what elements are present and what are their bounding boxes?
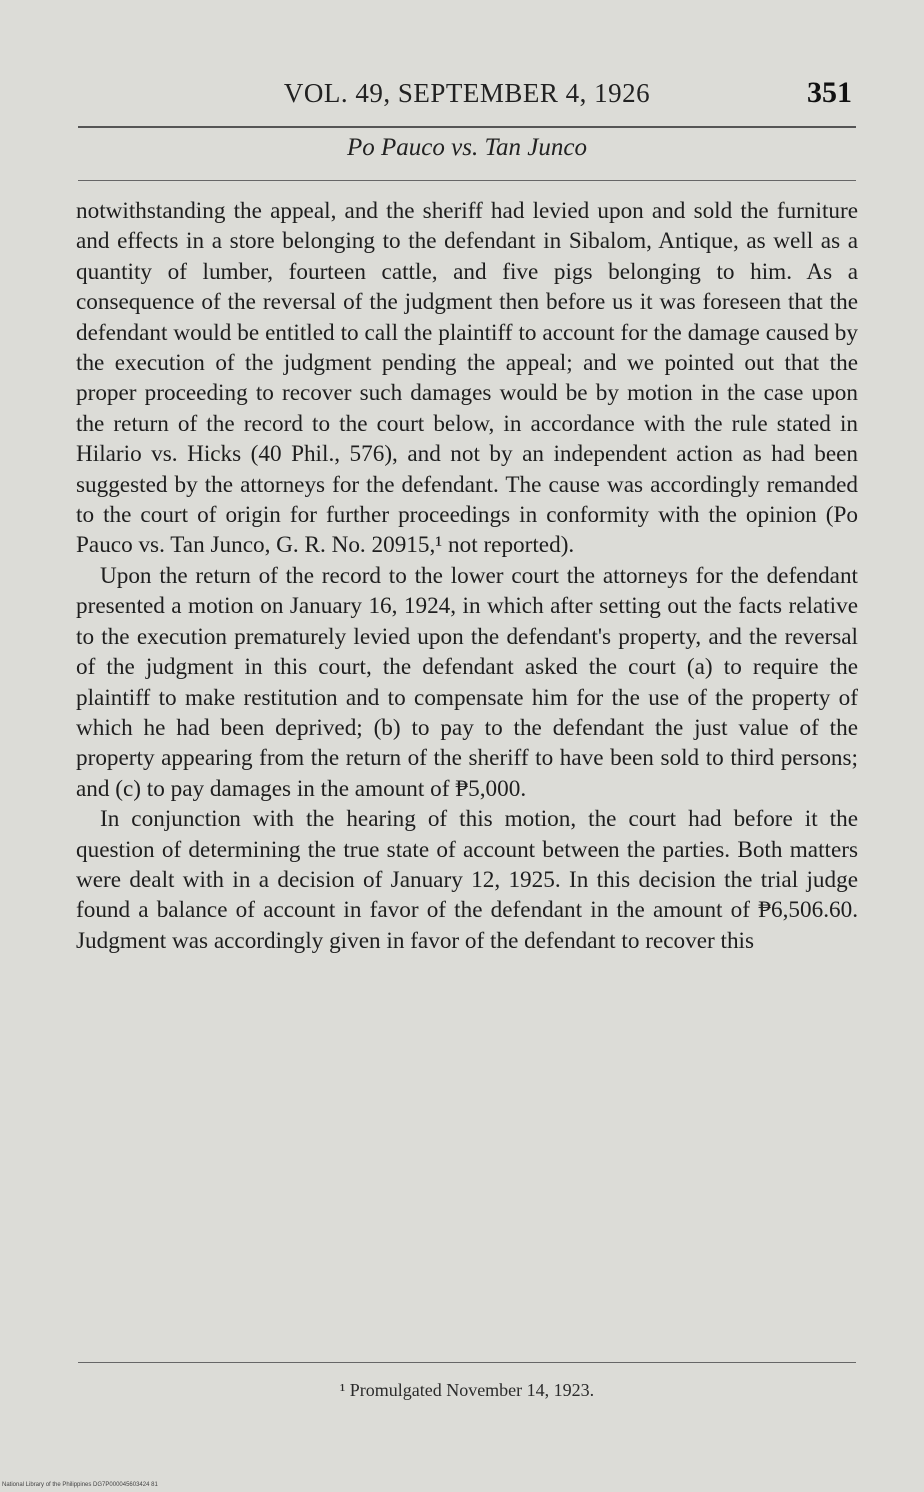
case-title: Po Pauco vs. Tan Junco [346,134,587,161]
header-rule [78,126,856,128]
page-number: 351 [807,76,852,109]
running-title: VOL. 49, SEPTEMBER 4, 1926 [283,78,651,108]
footnote-rule [78,1362,856,1363]
scan-credit: National Library of the Philippines DG7P000045603424 81 [2,1482,158,1488]
footnote: ¹ Promulgated November 14, 1923. [339,1380,595,1400]
title-rule [78,180,856,181]
paragraph-2: Upon the return of the record to the lower court the attorneys for the defendant presented a motion on January 16, 1924, in which after setting out the facts relative to the execution prematurely levied upon the defendant's property, and the reversal of the judgment in this court, the defendant asked the court (a) to require the plaintiff to make restitution and to compensate him for the use of the property of which he had been deprived; (b) to pay to the defendant the just value of the property appearing from the return of the sheriff to have been sold to third persons; and (c) to pay damages in the amount of ₱5,000. [76,562,858,802]
paragraph-1: notwithstanding the appeal, and the sheriff had levied upon and sold the furniture and effects in a store belonging to the defendant in Sibalom, Antique, as well as a quantity of lumber, fourteen cattle, and five pigs belonging to him. As a consequence of the reversal of the judgment then before us it was foreseen that the defendant would be entitled to call the plaintiff to account for the damage caused by the execution of the judgment pending the appeal; and we pointed out that the proper proceeding to recover such damages would be by motion in the case upon the return of the record to the court below, in accordance with the rule stated in Hilario vs. Hicks (40 Phil., 576), and not by an independent action as had been suggested by the attorneys for the defendant. The cause was accordingly remanded to the court of origin for further proceedings in conformity with the opinion (Po Pauco vs. Tan Junco, G. R. No. 20915,¹ not reported). [76,198,858,559]
body-text [76,196,858,956]
paragraph-3: In conjunction with the hearing of this motion, the court had before it the question of determining the true state of account between the parties. Both matters were dealt with in a decision of January 12, 1925. In this decision the trial judge found a balance of account in favor of the defendant in the amount of ₱6,506.60. Judgment was accordingly given in favor of the defendant to recover this [76,806,858,954]
page-header [78,78,856,118]
